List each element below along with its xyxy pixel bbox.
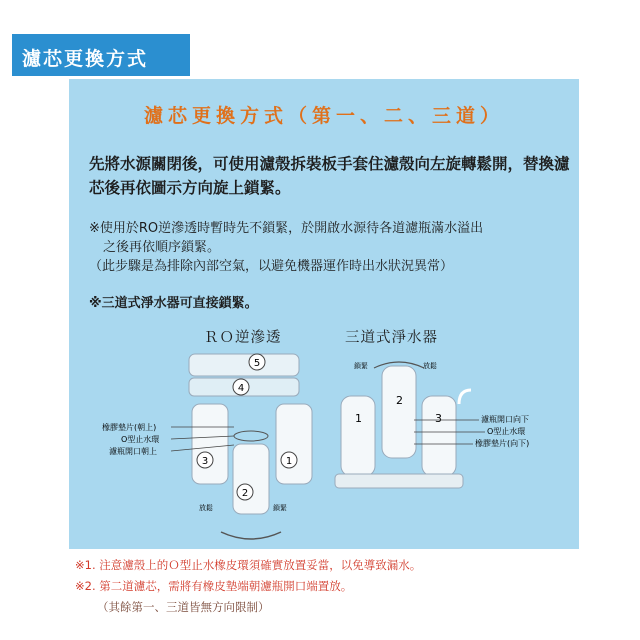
ro-membrane-5 [189, 354, 299, 376]
three-gasket-label: 橡膠墊片(向下) [475, 439, 530, 448]
footnote-3: （其餘第一、三道皆無方向限制） [97, 600, 270, 614]
ro-number-3-text: 3 [201, 456, 209, 467]
ro-housing-2 [233, 444, 269, 514]
three-base [335, 474, 463, 488]
diagram-svg [69, 324, 579, 549]
three-housing-1 [341, 396, 375, 476]
footnotes [75, 555, 595, 618]
three-number-1: 1 [355, 412, 362, 425]
ro-rotate-arrow [221, 532, 281, 539]
three-oring-label: O型止水環 [487, 427, 526, 436]
diagram-ro-title: ＲＯ逆滲透 [204, 330, 282, 346]
three-housing-2 [382, 366, 416, 458]
note-ro-line2: 之後再依順序鎖緊。 [103, 240, 221, 255]
ro-mouth-label: 濾瓶開口朝上 [109, 447, 157, 456]
three-stage-system [335, 361, 529, 488]
note-three-stage: ※三道式淨水器可直接鎖緊。 [89, 296, 258, 311]
three-housing-3 [422, 396, 456, 476]
ro-number-1-text: 1 [285, 456, 293, 467]
three-number-3: 3 [435, 412, 442, 425]
three-tighten-label: 鎖緊 [354, 362, 368, 370]
ro-number-4-text: 4 [237, 383, 245, 394]
note-ro [89, 219, 571, 276]
diagram-area [69, 324, 579, 549]
footnote-1: ※1. 注意濾殼上的Ｏ型止水橡皮環須確實放置妥當，以免導致漏水。 [75, 558, 422, 572]
ro-housing-3 [192, 404, 228, 484]
three-loosen-label: 放鬆 [423, 362, 437, 370]
ro-oring-label: O型止水環 [121, 435, 160, 444]
ro-oring [234, 431, 268, 441]
ro-number-2-text: 2 [241, 488, 249, 499]
lead-text: 先將水源關閉後，可使用濾殼拆裝板手套住濾殼向左旋轉鬆開，替換濾芯後再依圖示方向旋上鎖緊。 [89, 155, 570, 197]
ro-number-5-text: 5 [253, 358, 261, 369]
panel-title: 濾芯更換方式（第一、二、三道） [143, 105, 504, 127]
ro-tighten-label: 鎖緊 [273, 504, 287, 512]
ro-system [102, 354, 312, 539]
note-ro-line1: ※使用於RO逆滲透時暫時先不鎖緊，於開啟水源待各道濾瓶滿水溢出 [89, 221, 484, 236]
three-mouth-label: 濾瓶開口向下 [481, 415, 529, 424]
three-faucet [459, 390, 471, 404]
ro-housing-1 [276, 404, 312, 484]
ro-loosen-label: 放鬆 [199, 504, 213, 512]
instruction-panel [69, 79, 579, 549]
header-title: 濾芯更換方式 [22, 48, 149, 70]
note-ro-line3: （此步驟是為排除內部空氣，以避免機器運作時出水狀況異常） [89, 259, 454, 274]
footnote-2: ※2. 第二道濾芯，需將有橡皮墊端朝濾瓶開口端置放。 [75, 579, 353, 593]
ro-gasket-label: 橡膠墊片(朝上) [102, 423, 157, 432]
diagram-three-title: 三道式淨水器 [345, 330, 438, 346]
three-number-2: 2 [396, 394, 403, 407]
